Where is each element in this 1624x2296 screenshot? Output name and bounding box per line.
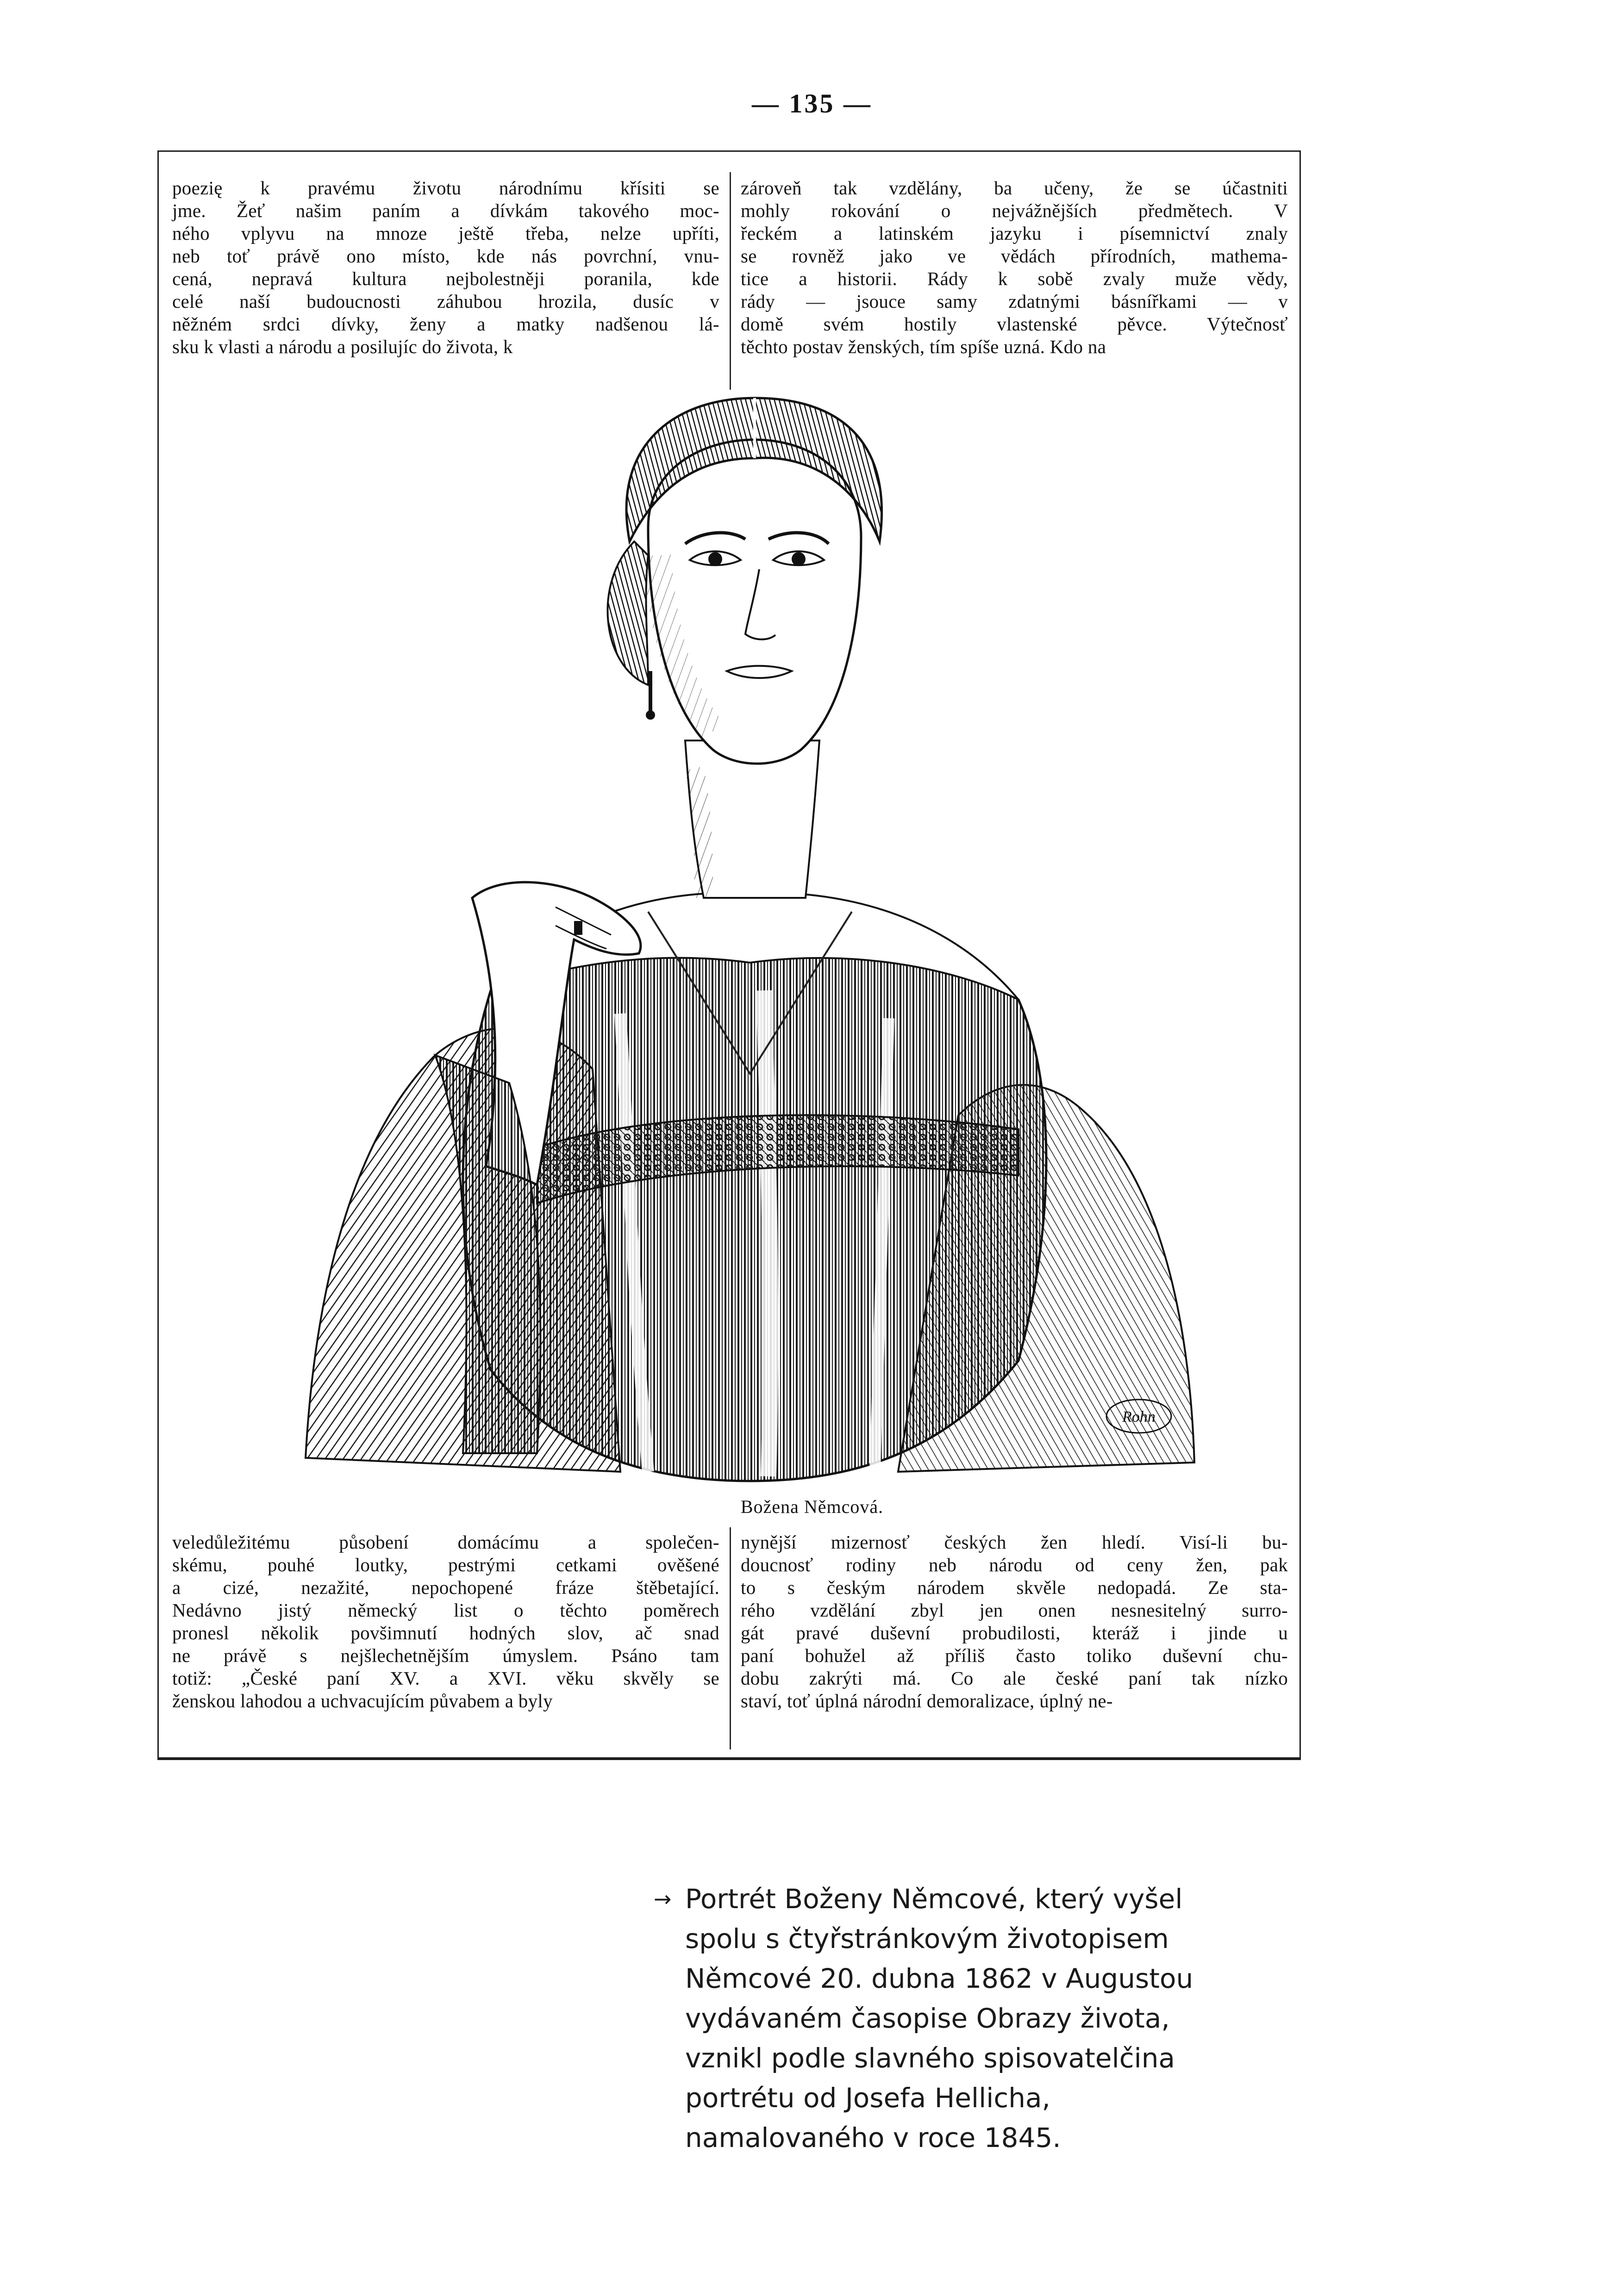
- text-line: těchto postav ženských, tím spíše uzná. Kdo na: [741, 336, 1106, 357]
- note-line: spolu s čtyřstránkovým životopisem: [685, 1923, 1169, 1954]
- portrait-engraving: [296, 389, 1204, 1486]
- note-line: Němcové 20. dubna 1862 v Augustou: [685, 1963, 1193, 1994]
- figure-caption: Božena Němcová.: [740, 1496, 884, 1517]
- image-note: [654, 1879, 1380, 2158]
- text-line: totiž: „České paní XV. a XVI. věku skvěly se: [172, 1668, 719, 1689]
- text-line: tice a historii. Rády k sobě zvaly muže vědy,: [741, 268, 1288, 289]
- text-line: rády — jsouce samy zdatnými básnířkami — v: [741, 291, 1288, 312]
- text-line: rého vzdělání zbyl jen onen nesnesitelný surro-: [741, 1599, 1288, 1621]
- note-line: Portrét Boženy Němcové, který vyšel: [685, 1883, 1183, 1915]
- text-line: ného vplyvu na mnoze ještě třeba, nelze upříti,: [172, 223, 719, 244]
- text-line: ne právě s nejšlechetnějším úmyslem. Psáno tam: [172, 1645, 719, 1666]
- note-line: namalovaného v roce 1845.: [685, 2122, 1061, 2153]
- text-line: Nedávno jistý německý list o těchto poměrech: [172, 1599, 719, 1621]
- text-line: domě svém hostily vlastenské pěvce. Výtečnosť: [741, 313, 1288, 335]
- text-line: veledůležitému působení domácímu a společen-: [172, 1531, 719, 1553]
- text-column-top-right: [741, 177, 1288, 358]
- text-line: nynější mizernosť českých žen hledí. Visí-li bu-: [741, 1531, 1288, 1553]
- text-line: zároveň tak vzdělány, ba učeny, že se účastniti: [741, 177, 1288, 199]
- column-divider-bottom: [730, 1527, 731, 1749]
- text-column-bottom-right: [741, 1531, 1288, 1712]
- text-line: a cizé, nezažité, nepochopené fráze štěbetající.: [172, 1577, 719, 1598]
- text-line: cená, nepravá kultura nejbolestněji poranila, kde: [172, 268, 719, 289]
- text-line: řeckém a latinském jazyku i písemnictví znaly: [741, 223, 1288, 244]
- text-line: sku k vlasti a národu a posilujíc do života, k: [172, 336, 513, 357]
- text-line: staví, toť úplná národní demoralizace, úplný ne-: [741, 1690, 1113, 1711]
- text-line: pronesl několik povšimnutí hodných slov, ač snad: [172, 1622, 719, 1643]
- text-line: jme. Žeť našim paním a dívkám takového moc-: [172, 200, 719, 221]
- text-line: neb toť právě ono místo, kde nás povrchní, vnu-: [172, 245, 719, 267]
- text-line: doucnosť rodiny neb národu od ceny žen, pak: [741, 1554, 1288, 1575]
- arrow-right-icon: →: [654, 1886, 672, 1911]
- text-line: ženskou lahodou a uchvacujícím půvabem a byly: [172, 1690, 553, 1711]
- note-line: portrétu od Josefa Hellicha,: [685, 2082, 1050, 2114]
- text-line: se rovněž jako ve vědách přírodních, mathema-: [741, 245, 1288, 267]
- text-column-bottom-left: [172, 1531, 719, 1712]
- page-number: — 135 —: [752, 88, 872, 118]
- text-line: gát pravé duševní probudilosti, kteráž i jinde u: [741, 1622, 1288, 1643]
- text-line: dobu zakrýti má. Co ale české paní tak nízko: [741, 1668, 1288, 1689]
- note-line: vydávaném časopise Obrazy života,: [685, 2003, 1170, 2034]
- text-line: něžném srdci dívky, ženy a matky nadšenou lá-: [172, 313, 719, 335]
- note-line: vznikl podle slavného spisovatelčina: [685, 2042, 1175, 2074]
- text-line: mohly rokování o nejvážnějších předmětech. V: [741, 200, 1288, 221]
- text-line: to s českým národem skvěle nedopadá. Ze sta-: [741, 1577, 1288, 1598]
- artist-signature: Rohn: [1122, 1408, 1156, 1425]
- text-line: poezię k pravému životu národnímu křísiti se: [172, 177, 719, 199]
- text-column-top-left: [172, 177, 719, 358]
- text-line: skému, pouhé loutky, pestrými cetkami ověšené: [172, 1554, 719, 1575]
- text-line: paní bohužel až příliš často toliko duševní chu-: [741, 1645, 1288, 1666]
- column-divider-top: [730, 172, 731, 390]
- text-line: celé naší budoucnosti záhubou hrozila, dusíc v: [172, 291, 719, 312]
